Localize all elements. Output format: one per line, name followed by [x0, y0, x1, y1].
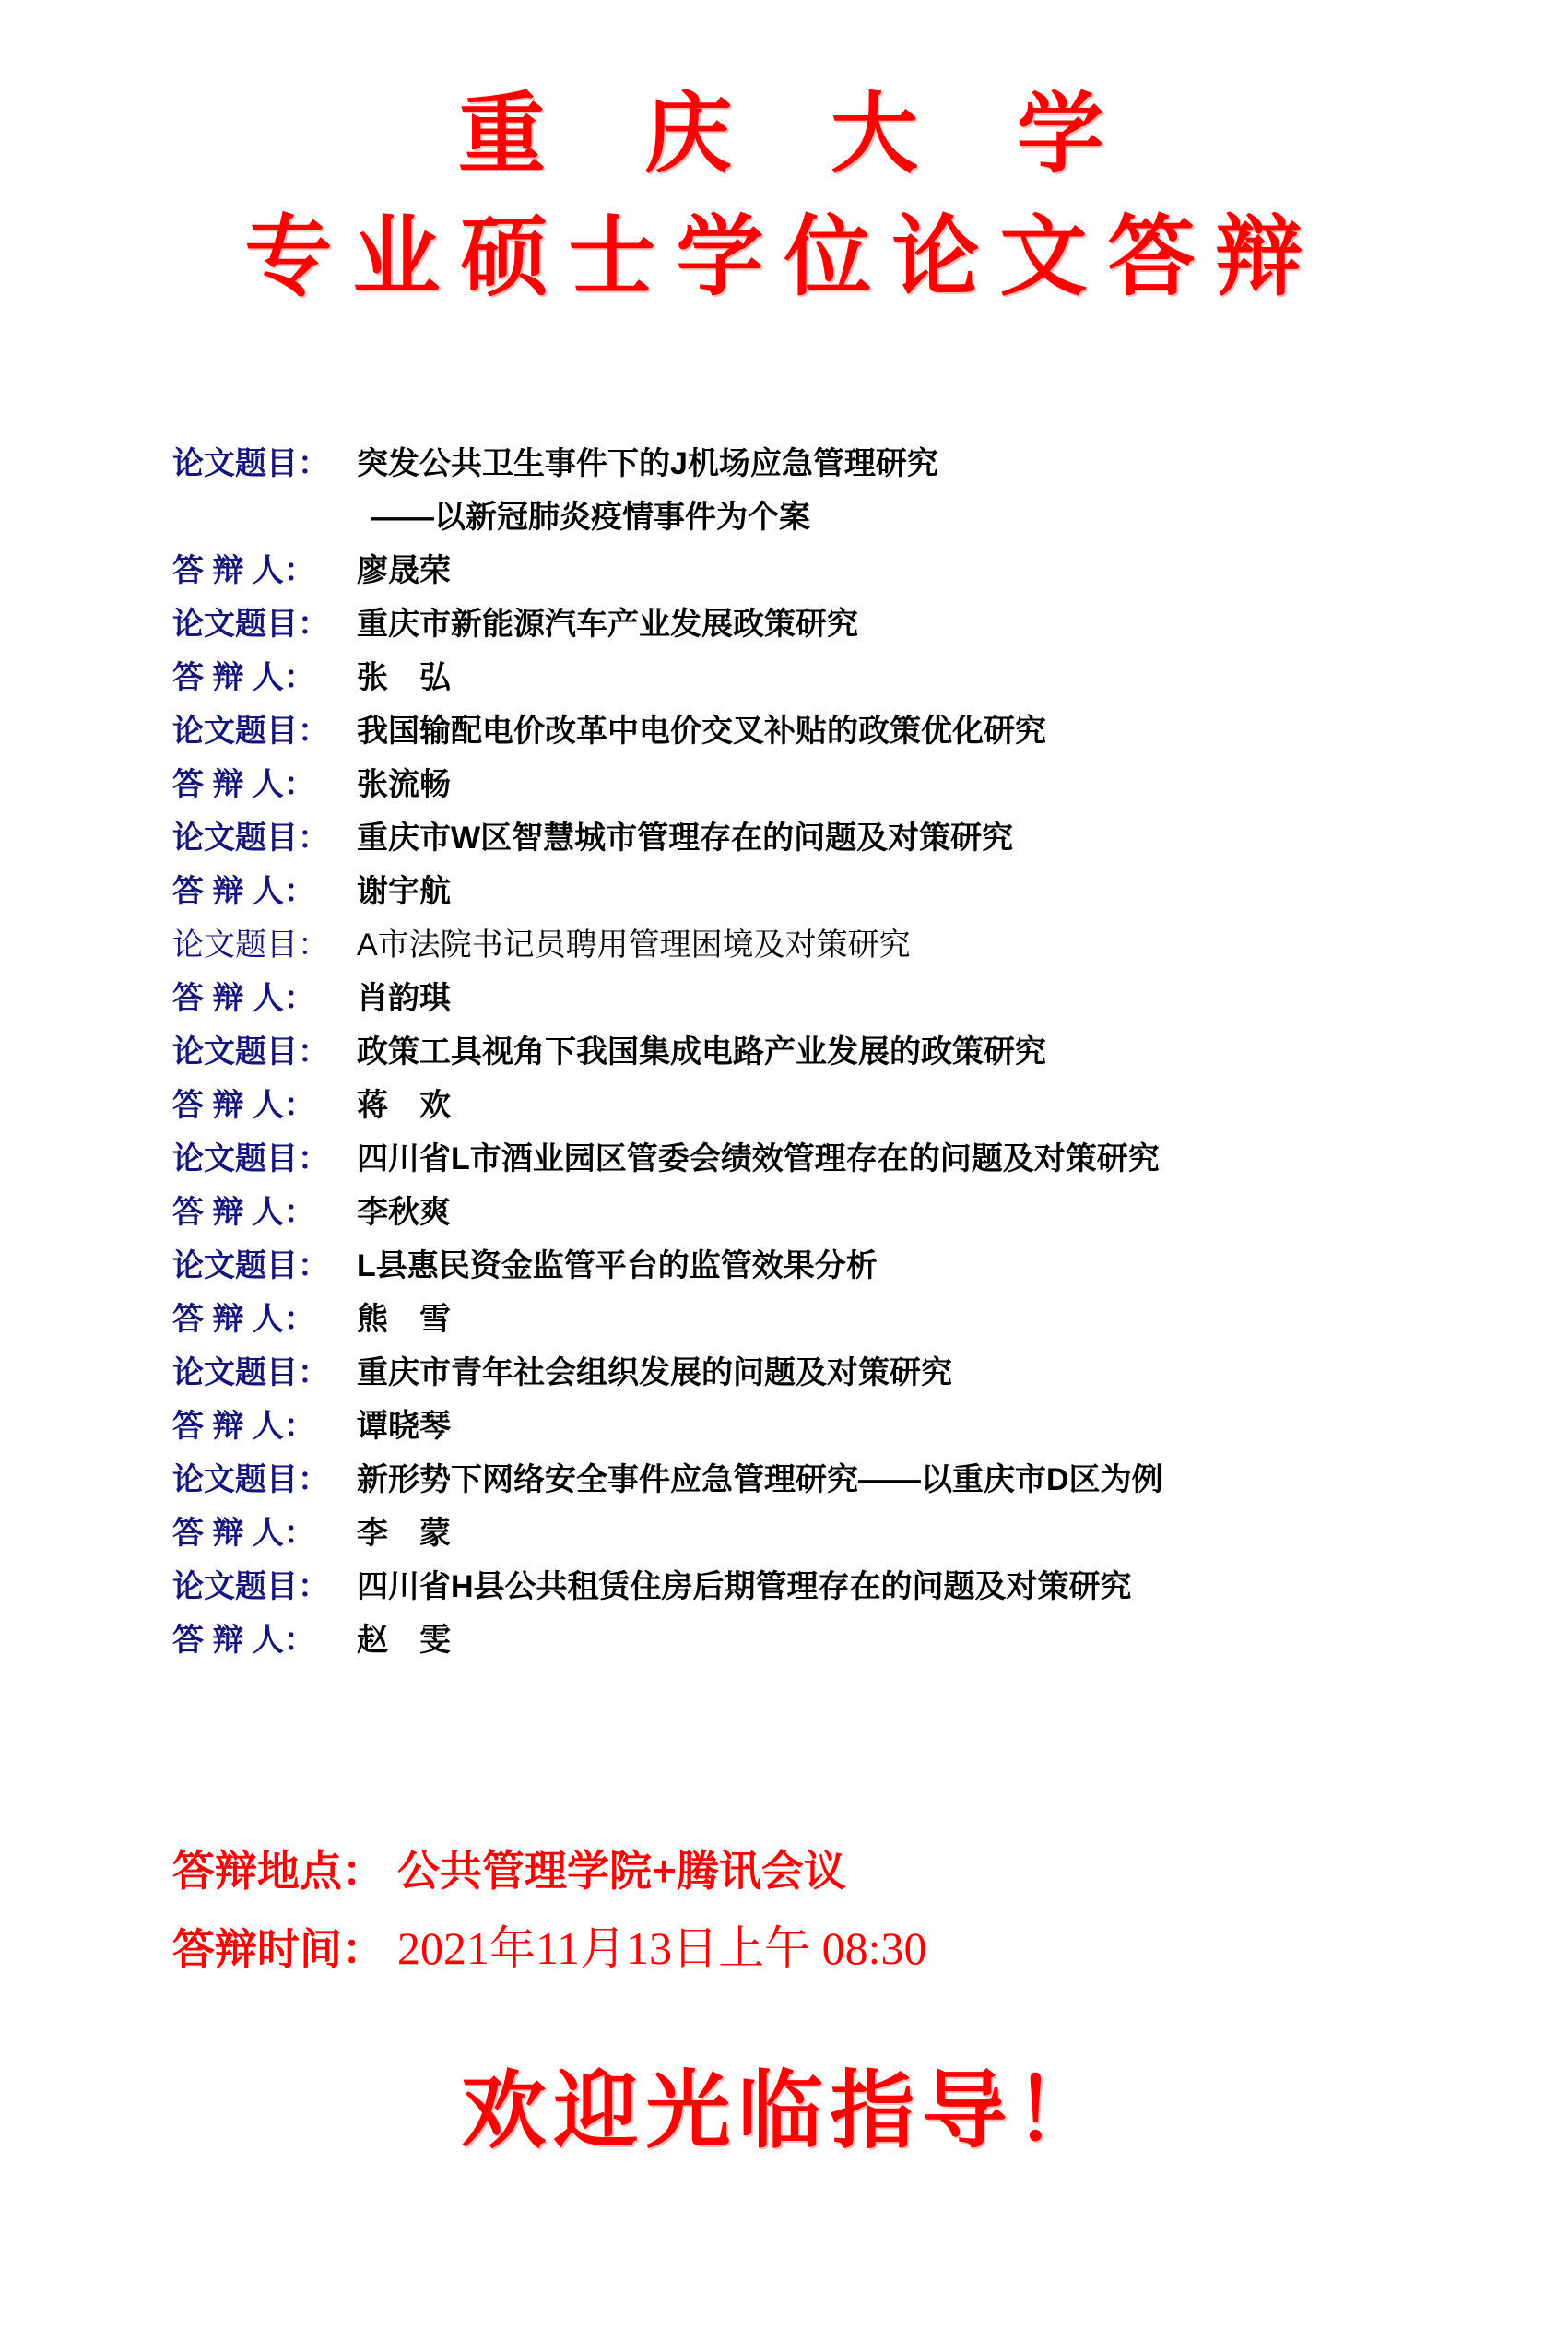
thesis-title-label: 论文题目： — [172, 927, 329, 963]
thesis-list — [172, 443, 1426, 1661]
thesis-title-label: 论文题目： — [172, 713, 329, 749]
thesis-title-text: 四川省H县公共租赁住房后期管理存在的问题及对策研究 — [357, 1568, 1132, 1604]
footer-info — [172, 1843, 1568, 1977]
defense-location-line — [172, 1843, 1568, 1898]
defender-name: 谢宇航 — [357, 873, 451, 909]
defender-row — [172, 764, 1426, 805]
thesis-title-label: 论文题目： — [172, 1568, 329, 1604]
thesis-item — [172, 1246, 1426, 1340]
defender-label: 答 辩 人： — [172, 1087, 315, 1123]
defender-label: 答 辩 人： — [172, 1408, 315, 1444]
defender-label: 答 辩 人： — [172, 552, 315, 588]
defender-name: 张 弘 — [357, 659, 451, 695]
thesis-title-label: 论文题目： — [172, 1461, 329, 1497]
defender-label: 答 辩 人： — [172, 659, 315, 695]
thesis-subtitle-text: ——以新冠肺炎疫情事件为个案 — [371, 499, 810, 535]
thesis-title-row — [172, 1032, 1426, 1072]
defender-row — [172, 1513, 1426, 1554]
thesis-title-row — [172, 925, 1426, 965]
defender-row — [172, 1406, 1426, 1447]
thesis-title-label: 论文题目： — [172, 1247, 329, 1283]
title-block — [0, 0, 1568, 309]
university-name-title: 重 庆 大 学 — [457, 86, 1110, 183]
defender-name: 熊 雪 — [357, 1301, 451, 1337]
thesis-item — [172, 1032, 1426, 1126]
defender-label: 答 辩 人： — [172, 980, 315, 1016]
welcome-message: 欢迎光临指导！ — [461, 2063, 1107, 2158]
defender-label: 答 辩 人： — [172, 1622, 315, 1658]
defender-label: 答 辩 人： — [172, 1194, 315, 1230]
defender-name: 赵 雯 — [357, 1622, 451, 1658]
defender-name: 李秋爽 — [357, 1194, 451, 1230]
thesis-item — [172, 1460, 1426, 1554]
thesis-title-text: 突发公共卫生事件下的J机场应急管理研究 — [357, 445, 938, 481]
thesis-title-row — [172, 1460, 1426, 1500]
defender-name: 谭晓琴 — [357, 1408, 451, 1444]
thesis-title-label: 论文题目： — [172, 1354, 329, 1390]
thesis-item — [172, 711, 1426, 805]
defender-name: 廖晟荣 — [357, 552, 451, 588]
defender-name: 肖韵琪 — [357, 980, 451, 1016]
thesis-title-label: 论文题目： — [172, 1034, 329, 1070]
defender-row — [172, 1620, 1426, 1661]
thesis-title-text: 我国输配电价改革中电价交叉补贴的政策优化研究 — [357, 713, 1046, 749]
defense-time-label: 答辩时间： — [172, 1924, 384, 1973]
thesis-title-label: 论文题目： — [172, 606, 329, 642]
thesis-item — [172, 818, 1426, 912]
defender-label: 答 辩 人： — [172, 1301, 315, 1337]
defender-row — [172, 657, 1426, 698]
thesis-title-row — [172, 1353, 1426, 1393]
thesis-subtitle-row — [172, 497, 1426, 538]
defense-location-value: 公共管理学院+腾讯会议 — [397, 1846, 846, 1895]
thesis-title-row — [172, 1246, 1426, 1286]
thesis-item — [172, 1353, 1426, 1447]
event-title: 专业硕士学位论文答辩 — [244, 208, 1324, 307]
thesis-item — [172, 604, 1426, 698]
thesis-title-text: 重庆市新能源汽车产业发展政策研究 — [357, 606, 858, 642]
thesis-title-row — [172, 818, 1426, 858]
thesis-title-text: L县惠民资金监管平台的监管效果分析 — [357, 1247, 878, 1283]
thesis-title-label: 论文题目： — [172, 445, 329, 481]
defender-row — [172, 871, 1426, 912]
thesis-title-text: 政策工具视角下我国集成电路产业发展的政策研究 — [357, 1034, 1046, 1070]
defender-name: 蒋 欢 — [357, 1087, 451, 1123]
thesis-title-text: 重庆市青年社会组织发展的问题及对策研究 — [357, 1354, 952, 1390]
defense-location-label: 答辩地点： — [172, 1846, 384, 1895]
thesis-title-row — [172, 1566, 1426, 1607]
thesis-title-label: 论文题目： — [172, 820, 329, 856]
defender-label: 答 辩 人： — [172, 873, 315, 909]
thesis-title-row — [172, 1139, 1426, 1179]
thesis-title-text: A市法院书记员聘用管理困境及对策研究 — [357, 927, 911, 963]
thesis-item — [172, 443, 1426, 591]
defense-time-value: 2021年11月13日上午 08:30 — [397, 1921, 927, 1974]
thesis-title-text: 新形势下网络安全事件应急管理研究——以重庆市D区为例 — [357, 1461, 1163, 1497]
thesis-title-row — [172, 443, 1426, 484]
defender-row — [172, 978, 1426, 1019]
thesis-item — [172, 1566, 1426, 1661]
thesis-item — [172, 925, 1426, 1019]
thesis-title-row — [172, 711, 1426, 751]
defender-row — [172, 1085, 1426, 1126]
defender-row — [172, 1299, 1426, 1340]
thesis-title-text: 重庆市W区智慧城市管理存在的问题及对策研究 — [357, 820, 1014, 856]
defender-row — [172, 1192, 1426, 1233]
defender-name: 李 蒙 — [357, 1515, 451, 1551]
thesis-title-row — [172, 604, 1426, 644]
thesis-item — [172, 1139, 1426, 1233]
defender-label: 答 辩 人： — [172, 766, 315, 802]
defender-name: 张流畅 — [357, 766, 451, 802]
defender-label: 答 辩 人： — [172, 1515, 315, 1551]
thesis-title-text: 四川省L市酒业园区管委会绩效管理存在的问题及对策研究 — [357, 1141, 1160, 1176]
thesis-title-label: 论文题目： — [172, 1141, 329, 1176]
defense-time-line — [172, 1921, 1568, 1977]
defender-row — [172, 550, 1426, 591]
